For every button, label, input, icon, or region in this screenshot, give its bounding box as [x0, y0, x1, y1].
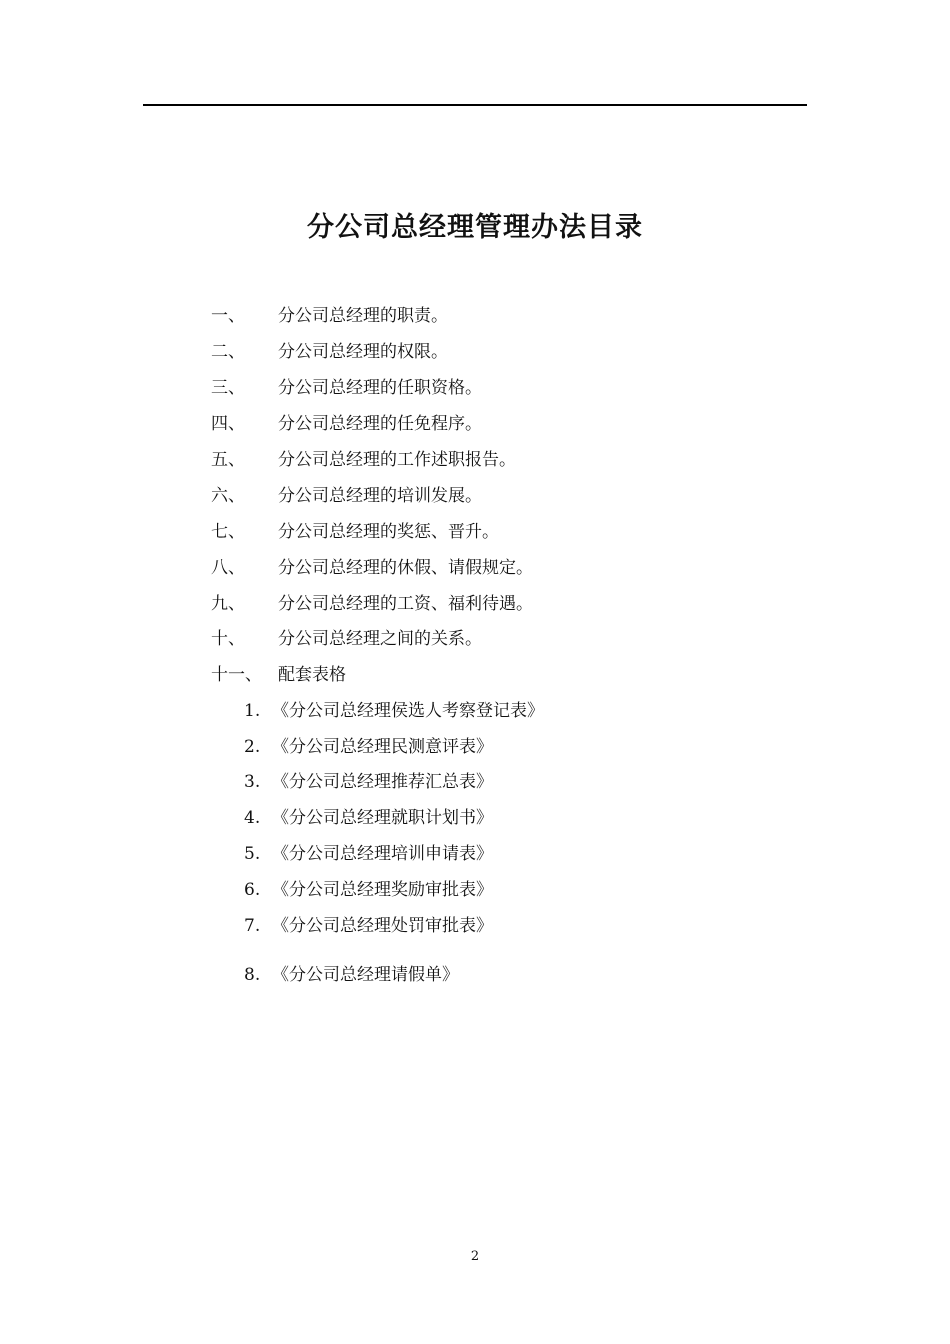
toc-section-number: 七、	[211, 522, 245, 542]
toc-section-text: 分公司总经理的工作述职报告。	[278, 450, 516, 470]
toc-section-number: 九、	[211, 594, 245, 614]
toc-section-text: 分公司总经理的任职资格。	[278, 378, 482, 398]
form-title: 《分公司总经理奖励审批表》	[272, 880, 493, 900]
form-number: 8.	[244, 965, 261, 985]
toc-section-number: 六、	[211, 486, 245, 506]
form-number: 7.	[244, 916, 261, 936]
toc-section-text: 配套表格	[278, 665, 346, 685]
form-number: 1.	[244, 701, 261, 721]
toc-section-text: 分公司总经理之间的关系。	[278, 629, 482, 649]
form-title: 《分公司总经理民测意评表》	[272, 737, 493, 757]
form-number: 3.	[244, 772, 261, 792]
toc-section-number: 五、	[211, 450, 245, 470]
toc-section-text: 分公司总经理的工资、福利待遇。	[278, 594, 533, 614]
form-title: 《分公司总经理侯选人考察登记表》	[272, 701, 544, 721]
form-number: 6.	[244, 880, 261, 900]
form-title: 《分公司总经理请假单》	[272, 965, 459, 985]
toc-section-number: 三、	[211, 378, 245, 398]
toc-section-text: 分公司总经理的任免程序。	[278, 414, 482, 434]
form-title: 《分公司总经理处罚审批表》	[272, 916, 493, 936]
toc-section-text: 分公司总经理的奖惩、晋升。	[278, 522, 499, 542]
form-title: 《分公司总经理培训申请表》	[272, 844, 493, 864]
form-number: 4.	[244, 808, 261, 828]
form-number: 2.	[244, 737, 261, 757]
toc-section-text: 分公司总经理的培训发展。	[278, 486, 482, 506]
toc-section-number: 十一、	[211, 665, 262, 685]
toc-section-number: 四、	[211, 414, 245, 434]
toc-section-text: 分公司总经理的权限。	[278, 342, 448, 362]
toc-section-text: 分公司总经理的休假、请假规定。	[278, 558, 533, 578]
form-title: 《分公司总经理就职计划书》	[272, 808, 493, 828]
page-title: 分公司总经理管理办法目录	[307, 212, 643, 243]
form-number: 5.	[244, 844, 261, 864]
toc-section-text: 分公司总经理的职责。	[278, 306, 448, 326]
form-title: 《分公司总经理推荐汇总表》	[272, 772, 493, 792]
toc-section-number: 二、	[211, 342, 245, 362]
page-number: 2	[470, 1249, 480, 1264]
toc-section-number: 八、	[211, 558, 245, 578]
toc-section-number: 十、	[211, 629, 245, 649]
toc-section-number: 一、	[211, 306, 245, 326]
